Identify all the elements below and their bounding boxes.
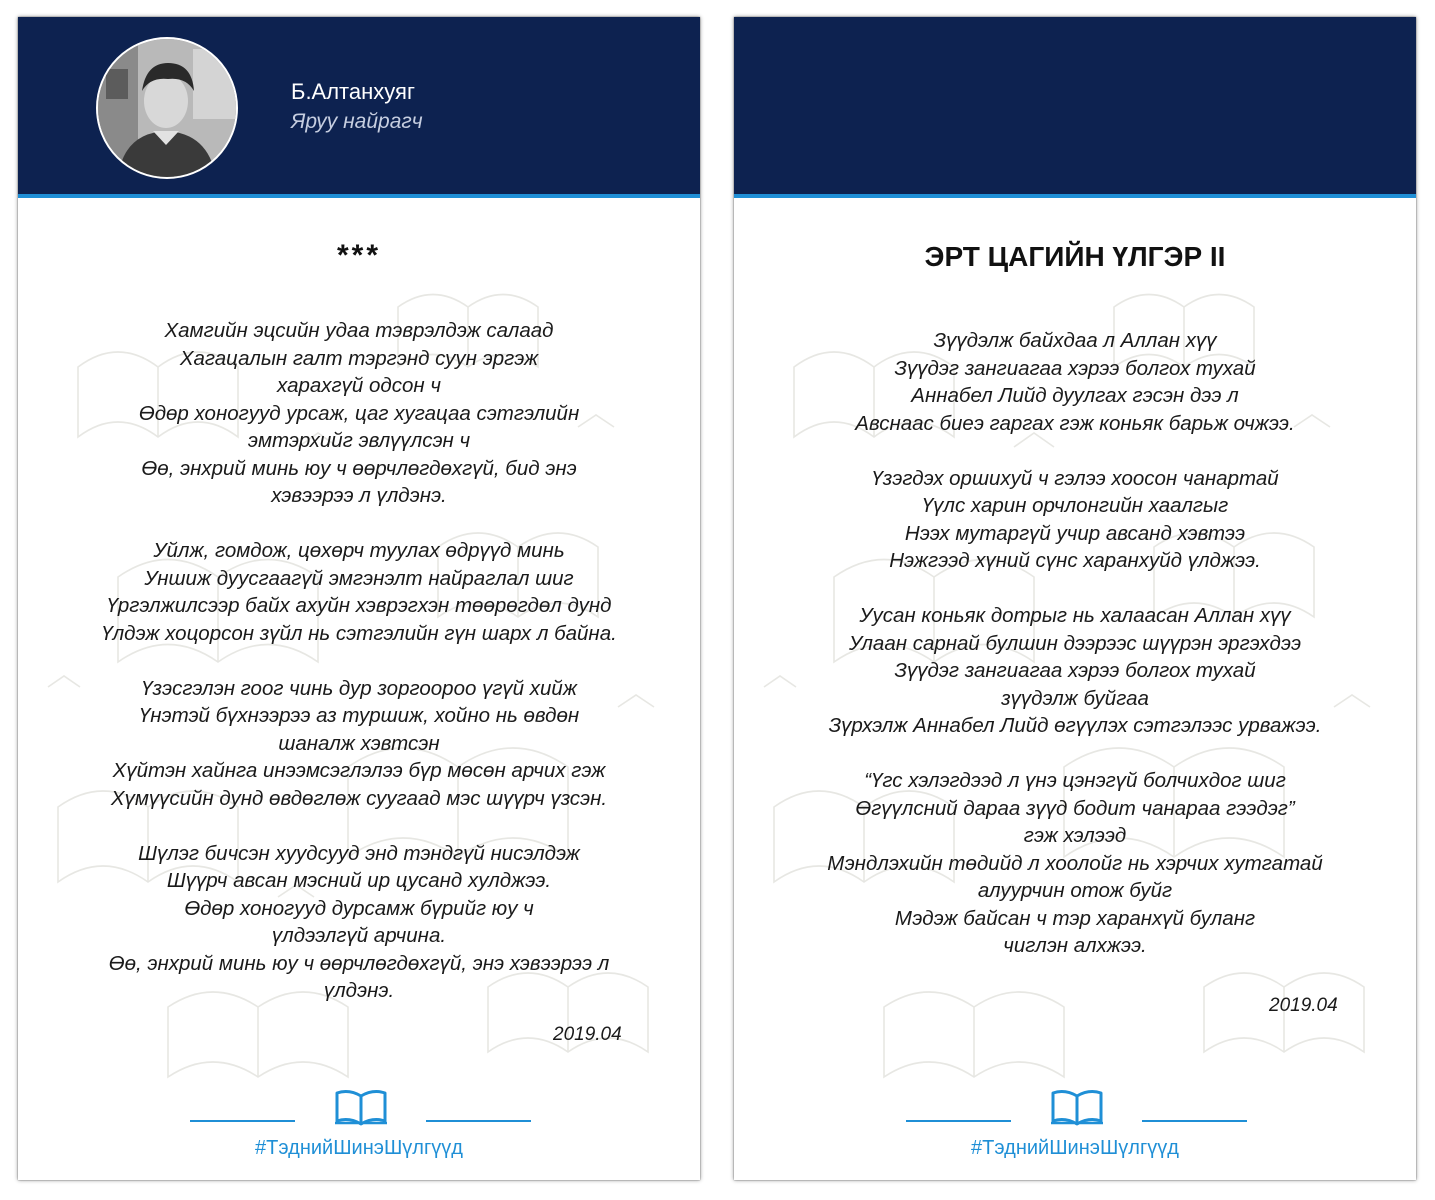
poem-line: Зүүдэг зангиагаа хэрээ болгох тухай [894, 659, 1256, 682]
hashtag[interactable]: #ТэднийШинэШүлгүүд [971, 1137, 1179, 1159]
open-book-icon [1050, 1087, 1104, 1127]
poem-stanza [754, 327, 1396, 437]
poem-line: Мэндлэхийн төдийд л хоолойг нь хэрчих хутгатай [827, 851, 1323, 875]
author-photo [96, 37, 238, 179]
poem-line: үлдэнэ. [323, 979, 395, 1002]
author-photo-icon [98, 39, 236, 177]
poem-line: Үнэтэй бүхнээрээ аз туршиж, хойно нь өвдөн [138, 704, 580, 727]
hashtag[interactable]: #ТэднийШинэШүлгүүд [255, 1137, 463, 1159]
poem-line: Хагацалын галт тэргэнд суун эргэж [179, 346, 539, 370]
poem-title: ЭРТ ЦАГИЙН ҮЛГЭР II [924, 241, 1226, 272]
poem-line: Үзэсгэлэн гоог чинь дур зоргоороо үгүй хийж [141, 676, 577, 700]
poem-date: 2019.04 [1269, 995, 1338, 1016]
poem-stanza [38, 675, 680, 813]
poem-line: алуурчин отож буйг [977, 879, 1173, 902]
poem-line: Аннабел Лийд дуулгах гэсэн дээ л [911, 384, 1239, 407]
author-role: Яруу найрагч [291, 110, 423, 133]
poem-line: Нэжгээд хүний сүнс харанхуйд үлджээ. [889, 549, 1261, 572]
poem-line: Үргэлжилсээр байх ахуйн хэврэгхэн төөрөгдөл дунд [106, 594, 612, 617]
poem-line: хэвээрээ л үлдэнэ. [271, 484, 447, 507]
poem-stanza [38, 317, 680, 510]
poem-body [38, 317, 680, 1032]
poem-line: Зүүдэг зангиагаа хэрээ болгох тухай [894, 356, 1256, 380]
poem-card-left [18, 17, 700, 1180]
poem-line: Нээх мутаргүй учир авсанд хэвтээ [904, 521, 1246, 545]
poem-line: харахгүй одсон ч [277, 374, 441, 397]
author-name: Б.Алтанхуяг [291, 79, 415, 104]
card-header [18, 17, 700, 198]
poem-line: гэж хэлээд [1023, 824, 1127, 847]
poem-line: Зүүдэлж байхдаа л Аллан хүү [933, 329, 1217, 352]
open-book-icon [334, 1087, 388, 1127]
poem-line: Зүрхэлж Аннабел Лийд өгүүлэх сэтгэлээс урважээ. [828, 714, 1322, 737]
poem-line: зүүдэлж буйгаа [1001, 686, 1149, 710]
footer-divider-left [190, 1120, 295, 1122]
poem-title: *** [336, 239, 382, 272]
poem-line: Шүүрч авсан мэсний ир цусанд хулджээ. [166, 869, 552, 892]
poem-line: шаналж хэвтсэн [278, 731, 440, 755]
footer-divider-right [426, 1120, 531, 1122]
poem-line: Өдөр хоногууд урсаж, цаг хугацаа сэтгэлийн [138, 401, 580, 425]
poem-line: үлдээлгүй арчина. [271, 924, 447, 947]
poem-body [754, 327, 1396, 987]
card-header [734, 17, 1416, 198]
poem-line: Үзэгдэх оршихуй ч гэлээ хоосон чанартай [871, 466, 1279, 490]
poem-card-right [734, 17, 1416, 1180]
poem-stanza [754, 767, 1396, 960]
poem-line: Мэдэж байсан ч тэр харанхүй буланг [894, 906, 1256, 930]
poem-line: Уйлж, гомдож, цөхөрч туулах өдрүүд минь [153, 539, 565, 562]
poem-line: Уусан коньяк дотрыг нь халаасан Аллан хүү [859, 604, 1291, 627]
poem-line: чиглэн алхжээ. [1003, 934, 1147, 957]
footer-divider-right [1142, 1120, 1247, 1122]
poem-line: Уншиж дуусгаагүй эмгэнэлт найраглал шиг [144, 566, 574, 590]
poem-stanza [38, 537, 680, 647]
poem-stanza [754, 465, 1396, 575]
poem-line: Өө, энхрий минь юу ч өөрчлөгдөхгүй, бид энэ [141, 456, 577, 480]
poem-line: Өө, энхрий минь юу ч өөрчлөгдөхгүй, энэ хэвээрээ л [108, 951, 610, 975]
poem-line: Өгүүлсний дараа зүүд бодит чанараа гээдэг” [855, 796, 1295, 820]
poem-line: “Үгс хэлэгдээд л үнэ цэнэгүй болчихдог шиг [864, 769, 1286, 792]
poem-stanza [754, 602, 1396, 740]
poem-line: Хүмүүсийн дунд өвдөглөж суугаад мэс шүүрч үзсэн. [110, 786, 608, 810]
poem-line: Үлдэж хоцорсон зүйл нь сэтгэлийн гүн шарх л байна. [101, 621, 617, 645]
footer-divider-left [906, 1120, 1011, 1122]
poem-date: 2019.04 [553, 1024, 622, 1045]
poem-line: Үүлс харин орчлонгийн хаалгыг [921, 494, 1229, 517]
poem-line: Улаан сарнай булшин дээрээс шүүрэн эргэхдээ [848, 631, 1302, 655]
poem-line: Шүлэг бичсэн хуудсууд энд тэндгүй нисэлдэж [138, 841, 580, 865]
poem-line: эмтэрхийг эвлүүлсэн ч [247, 429, 471, 452]
poem-line: Хүйтэн хайнга инээмсэглэлээ бүр мөсөн арчих гэж [112, 759, 606, 782]
poem-line: Өдөр хоногууд дурсамж бүрийг юу ч [184, 896, 534, 920]
poem-line: Хамгийн эцсийн удаа тэврэлдэж салаад [164, 319, 554, 342]
poem-stanza [38, 840, 680, 1005]
poem-line: Авснаас биеэ гаргах гэж коньяк барьж очжээ. [855, 411, 1295, 435]
